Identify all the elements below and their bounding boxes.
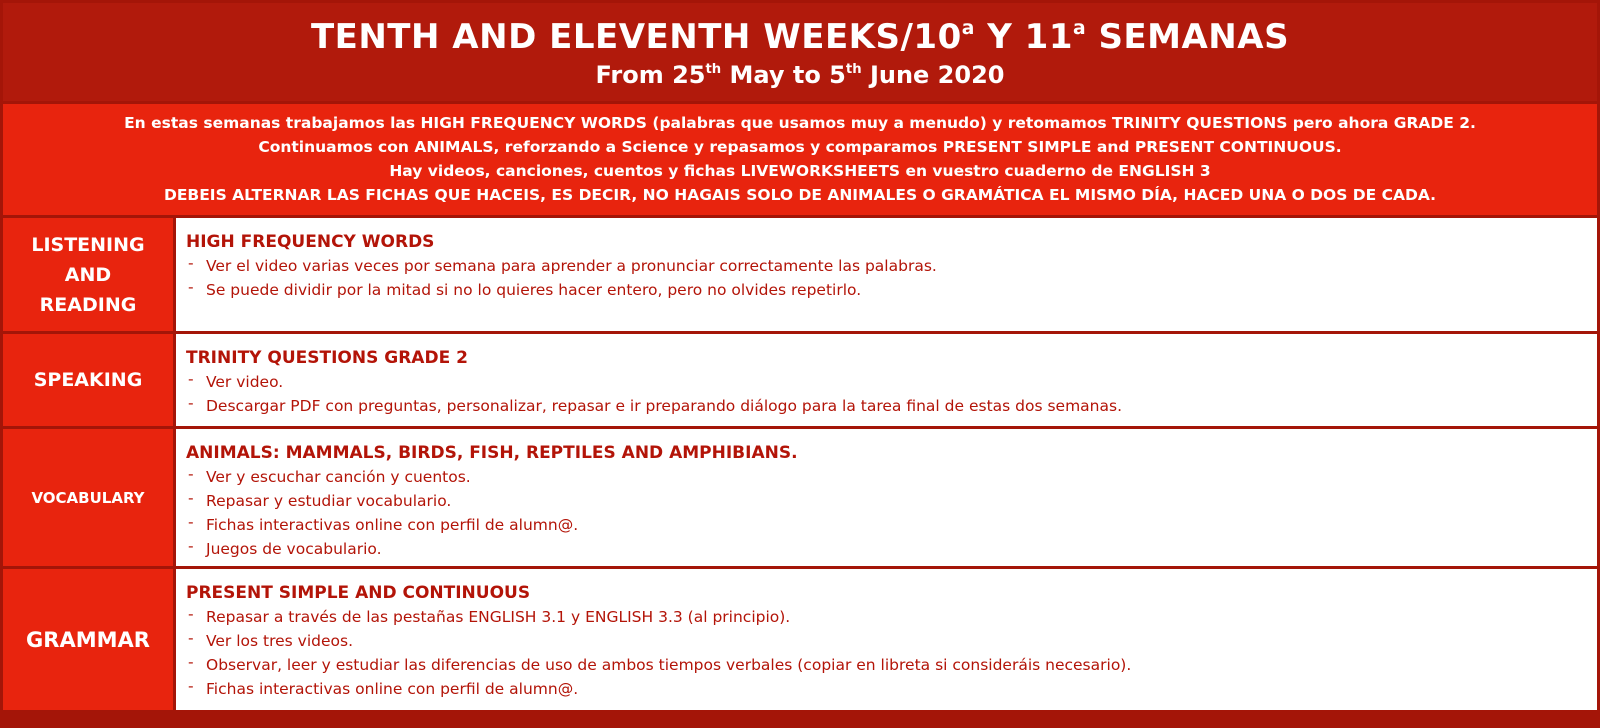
content-grammar bbox=[176, 569, 1597, 710]
intro-line: DEBEIS ALTERNAR LAS FICHAS QUE HACEIS, ES DECIR, NO HAGAIS SOLO DE ANIMALES O GRAMÁTICA EL MISMO DÍA, HACED UNA O DOS DE CADA. bbox=[163, 186, 1437, 204]
list-item: - Fichas interactivas online con perfil de alumn@. bbox=[186, 677, 1597, 701]
list-item: - Se puede dividir por la mitad si no lo quieres hacer entero, pero no olvides repetirlo. bbox=[186, 278, 1597, 302]
section-title: HIGH FREQUENCY WORDS bbox=[186, 232, 435, 252]
list-item: - Repasar a través de las pestañas ENGLISH 3.1 y ENGLISH 3.3 (al principio). bbox=[186, 605, 1597, 629]
label-line: VOCABULARY bbox=[31, 488, 145, 507]
intro-line: Hay videos, canciones, cuentos y fichas LIVEWORKSHEETS en vuestro cuaderno de ENGLISH 3 bbox=[389, 162, 1211, 180]
task-list bbox=[186, 370, 1597, 418]
content-speaking bbox=[176, 334, 1597, 426]
section-title: PRESENT SIMPLE AND CONTINUOUS bbox=[186, 583, 531, 603]
task-list bbox=[186, 465, 1597, 561]
task-list bbox=[186, 605, 1597, 701]
list-item: - Ver los tres videos. bbox=[186, 629, 1597, 653]
label-line: AND bbox=[64, 263, 112, 286]
label-line: GRAMMAR bbox=[26, 627, 150, 652]
intro-line: Continuamos con ANIMALS, reforzando a Science y repasamos y comparamos PRESENT SIMPLE and PRESENT CONTINUOUS. bbox=[258, 138, 1342, 156]
row-grammar bbox=[3, 569, 1597, 710]
intro-line: En estas semanas trabajamos las HIGH FREQUENCY WORDS (palabras que usamos muy a menudo) y retomamos TRINITY QUESTIONS pero ahora GRADE 2. bbox=[124, 114, 1476, 132]
label-line: READING bbox=[39, 293, 137, 316]
label-listening-reading bbox=[3, 218, 173, 331]
date-range-subtitle: From 25th May to 5th June 2020 bbox=[595, 61, 1005, 89]
label-speaking bbox=[3, 334, 173, 426]
list-item: - Ver el video varias veces por semana para aprender a pronunciar correctamente las palabras. bbox=[186, 254, 1597, 278]
content-vocabulary bbox=[176, 429, 1597, 566]
label-line: LISTENING bbox=[31, 233, 145, 256]
list-item: - Juegos de vocabulario. bbox=[186, 537, 1597, 561]
section-title: ANIMALS: MAMMALS, BIRDS, FISH, REPTILES AND AMPHIBIANS. bbox=[186, 443, 798, 463]
row-listening-reading bbox=[3, 218, 1597, 331]
list-item: - Fichas interactivas online con perfil de alumn@. bbox=[186, 513, 1597, 537]
list-item: - Descargar PDF con preguntas, personalizar, repasar e ir preparando diálogo para la tarea final de estas dos semanas. bbox=[186, 394, 1597, 418]
list-item: - Ver y escuchar canción y cuentos. bbox=[186, 465, 1597, 489]
section-title: TRINITY QUESTIONS GRADE 2 bbox=[186, 348, 468, 368]
task-list bbox=[186, 254, 1597, 302]
header-banner bbox=[3, 3, 1597, 101]
list-item: - Observar, leer y estudiar las diferencias de uso de ambos tiempos verbales (copiar en libreta si consideráis necesario). bbox=[186, 653, 1597, 677]
list-item: - Ver video. bbox=[186, 370, 1597, 394]
row-vocabulary bbox=[3, 429, 1597, 566]
intro-panel bbox=[3, 104, 1597, 215]
page-title: TENTH AND ELEVENTH WEEKS/10$^a$ Y 11$^a$ SEMANAS bbox=[310, 17, 1290, 57]
row-speaking bbox=[3, 334, 1597, 426]
content-listening-reading bbox=[176, 218, 1597, 331]
label-vocabulary bbox=[3, 429, 173, 566]
list-item: - Repasar y estudiar vocabulario. bbox=[186, 489, 1597, 513]
label-grammar bbox=[3, 569, 173, 710]
label-line: SPEAKING bbox=[33, 369, 143, 391]
